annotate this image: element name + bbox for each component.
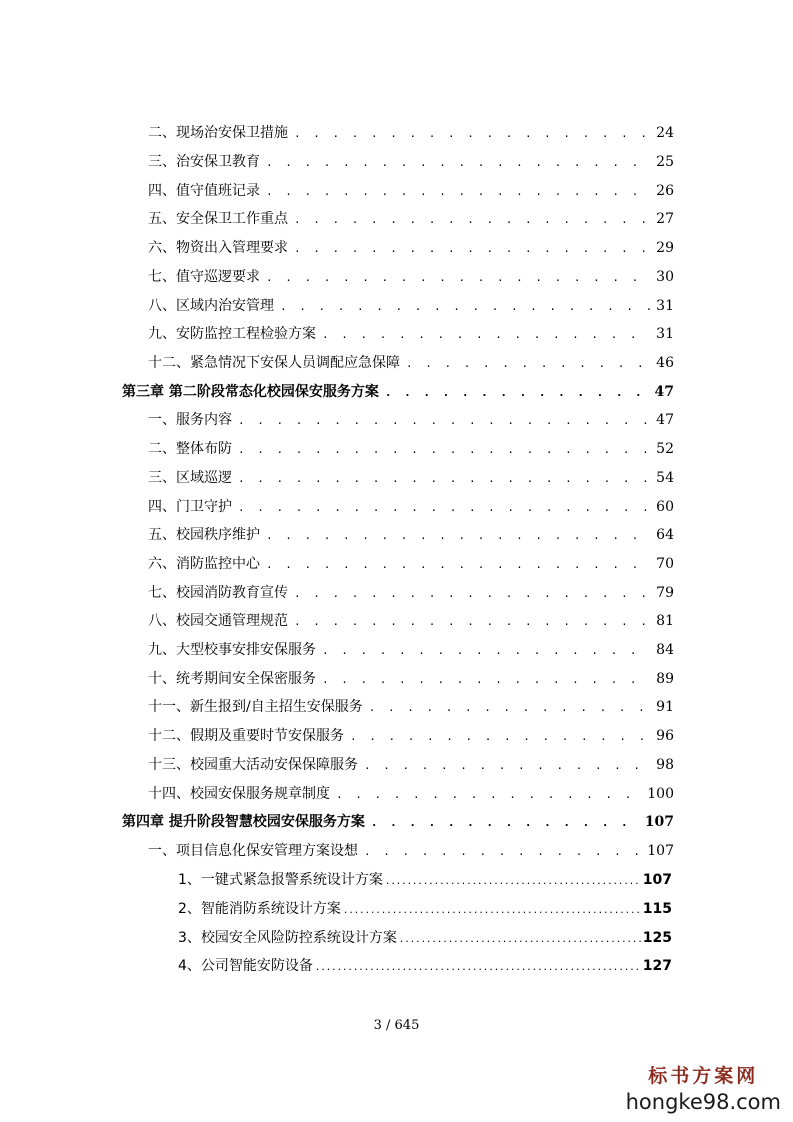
toc-entry-page: 52 [656, 441, 674, 457]
toc-entry [148, 696, 674, 718]
toc-entry [148, 553, 674, 575]
toc-entry [148, 840, 674, 862]
dot-leader [294, 127, 650, 140]
watermark-brand: 标书方案网 [648, 1065, 759, 1087]
toc-entry-page: 26 [656, 183, 674, 199]
dot-leader [364, 845, 641, 858]
toc-entry-page: 31 [656, 298, 674, 314]
dot-leader [369, 701, 650, 714]
toc-entry-title: 三、区域巡逻 [148, 470, 232, 486]
toc-entry-title: 十、统考期间安全保密服务 [148, 671, 316, 687]
toc-entry [148, 783, 674, 805]
dot-leader [238, 443, 650, 456]
toc-entry-title: 一、服务内容 [148, 412, 232, 428]
dot-leader [266, 185, 650, 198]
toc-entry [148, 180, 674, 202]
toc-subentry [178, 869, 672, 891]
toc-entry-title: 八、区域内治安管理 [148, 298, 274, 314]
dot-leader [266, 558, 650, 571]
toc-entry [148, 524, 674, 546]
toc-entry-title: 五、校园秩序维护 [148, 527, 260, 543]
toc-entry-title: 4、公司智能安防设备 [178, 958, 313, 974]
dot-leader [280, 300, 650, 313]
toc-entry-page: 79 [656, 585, 674, 601]
dot-leader [322, 644, 650, 657]
toc-entry-page: 84 [656, 642, 674, 658]
toc-entry-title: 十三、校园重大活动安保保障服务 [148, 757, 358, 773]
toc-entry-page: 91 [656, 699, 674, 715]
dot-leader [266, 271, 650, 284]
dot-leader [399, 935, 641, 945]
dot-leader [294, 615, 650, 628]
toc-entry-page: 47 [656, 412, 674, 428]
toc-entry-page: 115 [642, 901, 672, 917]
toc-entry-title: 七、校园消防教育宣传 [148, 585, 288, 601]
dot-leader [322, 328, 650, 341]
dot-leader [371, 816, 639, 829]
toc-entry [148, 467, 674, 489]
toc-entry-page: 107 [647, 843, 674, 859]
dot-leader [266, 529, 650, 542]
toc-entry [148, 266, 674, 288]
toc-entry [148, 725, 674, 747]
toc-subentry [178, 898, 672, 920]
dot-leader [315, 963, 641, 973]
toc-entry-title: 十一、新生报到/自主招生安保服务 [148, 699, 363, 715]
toc-entry-title: 七、值守巡逻要求 [148, 269, 260, 285]
dot-leader [343, 906, 641, 916]
dot-leader [294, 213, 650, 226]
toc-entry-title: 九、大型校事安排安保服务 [148, 642, 316, 658]
toc-entry [148, 122, 674, 144]
toc-entry-title: 三、治安保卫教育 [148, 154, 260, 170]
toc-entry-page: 47 [654, 384, 674, 400]
toc-entry-page: 107 [644, 814, 674, 830]
toc-entry-page: 54 [656, 470, 674, 486]
toc-entry-title: 六、物资出入管理要求 [148, 240, 288, 256]
dot-leader [238, 501, 650, 514]
toc-entry-page: 25 [656, 154, 674, 170]
toc-entry-page: 70 [656, 556, 674, 572]
toc-chapter-title: 第三章 第二阶段常态化校园保安服务方案 [122, 384, 379, 400]
toc-entry [148, 352, 674, 374]
dot-leader [294, 587, 650, 600]
toc-entry-page: 60 [656, 499, 674, 515]
toc-entry [148, 496, 674, 518]
toc-entry-title: 十二、假期及重要时节安保服务 [148, 728, 344, 744]
toc-entry [148, 151, 674, 173]
toc-entry-page: 27 [656, 211, 674, 227]
toc-entry-page: 89 [656, 671, 674, 687]
toc-entry-title: 六、消防监控中心 [148, 556, 260, 572]
dot-leader [406, 357, 650, 370]
toc-entry [148, 639, 674, 661]
toc-entry-title: 二、整体布防 [148, 441, 232, 457]
toc-entry-title: 四、值守值班记录 [148, 183, 260, 199]
toc-entry [148, 237, 674, 259]
toc-entry-page: 96 [656, 728, 674, 744]
dot-leader [336, 788, 641, 801]
toc-entry-title: 十二、紧急情况下安保人员调配应急保障 [148, 355, 400, 371]
toc-entry-title: 八、校园交通管理规范 [148, 613, 288, 629]
toc-entry [148, 754, 674, 776]
toc-entry-title: 3、校园安全风险防控系统设计方案 [178, 930, 397, 946]
toc-subentry [178, 955, 672, 977]
toc-entry-title: 十四、校园安保服务规章制度 [148, 786, 330, 802]
watermark-url: hongke98.com [625, 1090, 781, 1114]
toc-entry-title: 九、安防监控工程检验方案 [148, 326, 316, 342]
toc-entry-page: 24 [656, 125, 674, 141]
toc-entry-page: 81 [656, 613, 674, 629]
toc-entry [148, 409, 674, 431]
dot-leader [385, 877, 641, 887]
toc-entry [148, 582, 674, 604]
toc-entry [148, 323, 674, 345]
watermark [626, 1061, 781, 1114]
toc-chapter-entry [122, 381, 674, 403]
dot-leader [322, 673, 650, 686]
dot-leader [294, 242, 650, 255]
dot-leader [238, 414, 650, 427]
page-number: 3 / 645 [373, 1018, 420, 1033]
toc-entry-page: 100 [647, 786, 674, 802]
toc-entry [148, 295, 674, 317]
dot-leader [385, 386, 649, 399]
toc-entry-page: 125 [642, 930, 672, 946]
toc-entry-page: 30 [656, 269, 674, 285]
toc-entry-title: 1、一键式紧急报警系统设计方案 [178, 872, 383, 888]
dot-leader [238, 472, 650, 485]
toc-entry [148, 438, 674, 460]
toc-entry [148, 208, 674, 230]
toc-subentry [178, 927, 672, 949]
toc-entry-title: 二、现场治安保卫措施 [148, 125, 288, 141]
toc-entry-page: 64 [656, 527, 674, 543]
toc-entry-title: 一、项目信息化保安管理方案设想 [148, 843, 358, 859]
toc-entry-title: 四、门卫守护 [148, 499, 232, 515]
dot-leader [364, 759, 650, 772]
toc-entry-page: 46 [656, 355, 674, 371]
toc-entry-page: 31 [656, 326, 674, 342]
toc-entry-title: 五、安全保卫工作重点 [148, 211, 288, 227]
dot-leader [266, 156, 650, 169]
toc-entry [148, 610, 674, 632]
toc-entry-page: 107 [642, 872, 672, 888]
toc-chapter-entry [122, 811, 674, 833]
toc-entry [148, 668, 674, 690]
toc-entry-page: 127 [642, 958, 672, 974]
dot-leader [350, 730, 650, 743]
toc-entry-page: 29 [656, 240, 674, 256]
toc-entry-title: 2、智能消防系统设计方案 [178, 901, 341, 917]
toc-entry-page: 98 [656, 757, 674, 773]
toc-chapter-title: 第四章 提升阶段智慧校园安保服务方案 [122, 814, 365, 830]
